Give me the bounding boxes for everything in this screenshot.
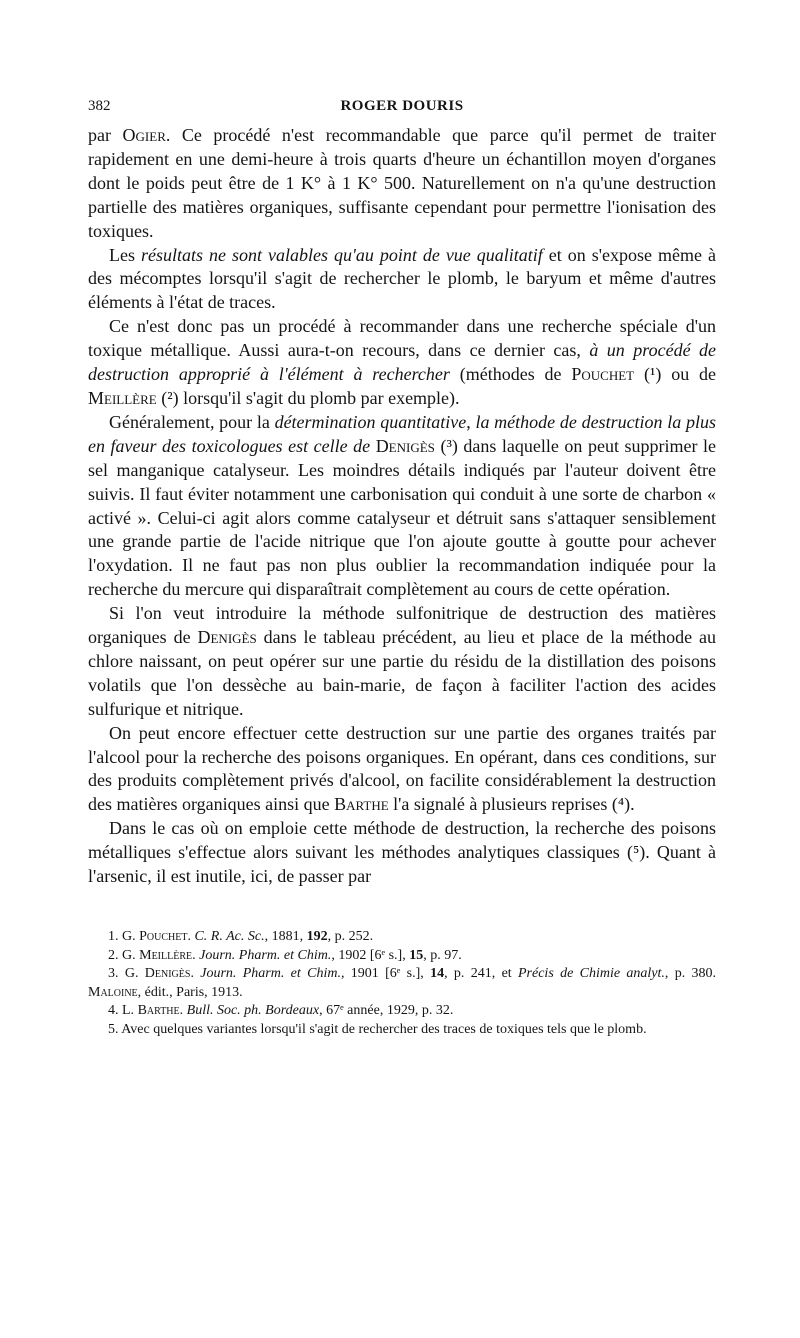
author-name: Denigès bbox=[197, 627, 257, 648]
author-name: Ogier bbox=[122, 125, 166, 145]
paragraph: Les résultats ne sont valables qu'au point de vue qualitatif et on s'expose même à des mécomptes lorsqu'il s'agit de rechercher le plomb, le baryum et même d'autres éléments à l'état de traces. bbox=[88, 244, 716, 313]
footnote-ref: (¹) bbox=[643, 364, 662, 385]
page-number: 382 bbox=[88, 98, 111, 114]
paragraph: Généralement, pour la détermination quantitative, la méthode de destruction la plus en faveur des toxicologues est celle de Denigès (³) dans laquelle on peut supprimer le sel manganique catalyseur. Les moindres détails indiqués par l'auteur doivent être suivis. Il faut éviter notamment une carbonisation qui conduit à une sorte de charbon « activé ». Celui-ci agit alors comme catalyseur et détruit sans s'attaquer sensiblement une grande partie de l'acide nitrique que l'on ajoute goutte à goutte pour achever l'oxydation. Il ne faut pas non plus oublier la recommandation indiquée pour la recherche du mercure qui disparaîtrait complètement au cours de cette opération. bbox=[88, 411, 717, 600]
footnote-ref: (³) bbox=[440, 435, 458, 456]
footnote-ref: (⁵) bbox=[626, 842, 646, 863]
footnote-ref: (⁴) bbox=[611, 794, 631, 815]
running-head bbox=[88, 98, 716, 124]
paragraph: Dans le cas où on emploie cette méthode de destruction, la recherche des poisons métalliques s'effectue alors suivant les méthodes analytiques classiques (⁵). Quant à l'arsenic, il est inutile, ici, de passer par bbox=[88, 818, 716, 887]
footnote-ref: (²) bbox=[161, 387, 179, 408]
footnote: 5. Avec quelques variantes lorsqu'il s'agit de rechercher des traces de toxiques tels que le plomb. bbox=[108, 1021, 647, 1037]
paragraph: On peut encore effectuer cette destruction sur une partie des organes traités par l'alcool pour la recherche des poisons organiques. En opérant, dans ces conditions, sur des produits complètement privés d'alcool, on facilite considérablement la destruction des matières organiques ainsi que Barthe l'a signalé à plusieurs reprises (⁴). bbox=[88, 722, 716, 815]
author-name: Meillère bbox=[88, 387, 157, 408]
author-name: Pouchet bbox=[571, 364, 635, 385]
running-title: ROGER DOURIS bbox=[340, 98, 464, 114]
book-page bbox=[88, 98, 716, 1039]
footnote: 2. G. Meillère. Journ. Pharm. et Chim., 1902 [6ᵉ s.], 15, p. 97. bbox=[108, 947, 462, 963]
footnote: 4. L. Barthe. Bull. Soc. ph. Bordeaux, 67ᵉ année, 1929, p. 32. bbox=[108, 1003, 454, 1018]
paragraph: Si l'on veut introduire la méthode sulfonitrique de destruction des matières organiques de Denigès dans le tableau précédent, au lieu et place de la méthode au chlore naissant, on peut opérer sur une partie du résidu de la distillation des poisons volatils que l'on dessèche au bain-marie, de façon à faciliter l'action des acides sulfurique et nitrique. bbox=[88, 603, 716, 719]
paragraph: par Ogier. Ce procédé n'est recommandable que parce qu'il permet de traiter rapidement en une demi-heure à trois quarts d'heure un échantillon moyen d'organes dont le poids peut être de 1 K° à 1 K° 500. Naturellement on n'a qu'une destruction partielle des matières organiques, suffisante cependant pour permettre l'ionisation des toxiques. bbox=[88, 125, 716, 241]
author-name: Barthe bbox=[334, 794, 389, 815]
paragraph: Ce n'est donc pas un procédé à recommander dans une recherche spéciale d'un toxique métallique. Aussi aura-t-on recours, dans ce dernier cas, à un procédé de destruction approprié à l'élément à rechercher (méthodes de Pouchet (¹) ou de Meillère (²) lorsqu'il s'agit du plomb par exemple). bbox=[88, 316, 717, 408]
footnote: 3. G. Denigès. Journ. Pharm. et Chim., 1901 [6ᵉ s.], 14, p. 241, et Précis de Chimie analyt., p. 380. Maloine, édit., Paris, 1913. bbox=[88, 966, 717, 1000]
body-text bbox=[88, 124, 716, 889]
footnotes bbox=[88, 928, 716, 1039]
footnote: 1. G. Pouchet. C. R. Ac. Sc., 1881, 192, p. 252. bbox=[108, 929, 374, 944]
author-name: Denigès bbox=[375, 435, 435, 456]
